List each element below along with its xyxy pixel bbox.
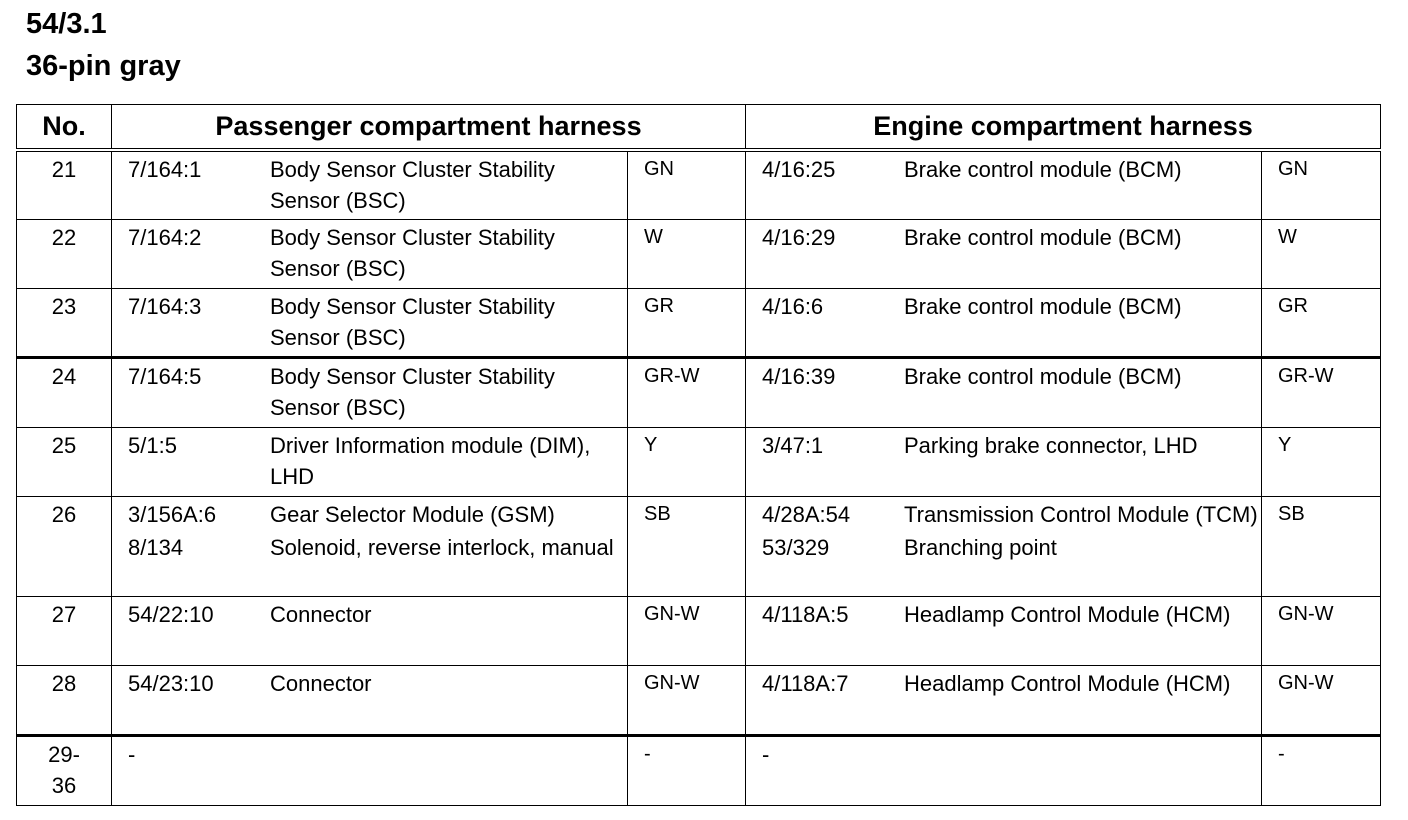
table-row [17, 289, 1381, 358]
component-description: Transmission Control Module (TCM) [904, 501, 1258, 527]
engine-harness-cell [746, 496, 1262, 596]
component-description: Connector [270, 602, 372, 628]
connector-reference: 8/134 [128, 534, 184, 560]
component-description: Headlamp Control Module (HCM) [904, 602, 1231, 628]
header-no: No. [17, 105, 112, 151]
connector-description: 36-pin gray [26, 50, 181, 82]
table-header-row [17, 105, 1381, 151]
connector-reference: 7/164:3 [128, 294, 202, 319]
table-row [17, 735, 1381, 805]
passenger-harness-cell [112, 150, 628, 219]
engine-harness-cell [746, 597, 1262, 666]
table-row [17, 666, 1381, 735]
passenger-harness-cell [112, 597, 628, 666]
engine-wire-color: GN [1262, 150, 1381, 219]
component-description: Connector [270, 671, 372, 697]
passenger-wire-color: GN-W [628, 666, 746, 735]
component-description: Brake control module (BCM) [904, 157, 1182, 182]
passenger-harness-cell [112, 666, 628, 735]
pin-number: 27 [17, 597, 112, 666]
connector-reference: 53/329 [762, 534, 830, 560]
component-description: Body Sensor Cluster Stability Sensor (BSC) [270, 224, 555, 281]
passenger-harness-cell [112, 496, 628, 596]
engine-harness-cell [746, 289, 1262, 358]
pinout-table [16, 104, 1381, 806]
connector-reference: 3/47:1 [762, 432, 824, 458]
pin-number: 28 [17, 666, 112, 735]
table-row [17, 219, 1381, 288]
component-description: Branching point [904, 534, 1057, 560]
component-description: Headlamp Control Module (HCM) [904, 671, 1231, 697]
component-description: Gear Selector Module (GSM) [270, 501, 555, 527]
engine-harness-cell [746, 735, 1262, 805]
component-description: Brake control module (BCM) [904, 294, 1182, 319]
passenger-wire-color: SB [628, 496, 746, 596]
engine-wire-color: Y [1262, 427, 1381, 496]
pin-number: 24 [17, 358, 112, 427]
connector-reference: 4/16:6 [762, 294, 824, 319]
connector-reference: 7/164:1 [128, 157, 202, 182]
engine-wire-color: SB [1262, 496, 1381, 596]
passenger-harness-cell [112, 219, 628, 288]
engine-wire-color: - [1262, 735, 1381, 805]
component-description: Solenoid, reverse interlock, manual [270, 534, 614, 560]
connector-reference: - [128, 741, 136, 767]
connector-reference: 4/118A:5 [762, 602, 849, 628]
component-description: Body Sensor Cluster Stability Sensor (BSC) [270, 157, 555, 213]
engine-harness-cell [746, 358, 1262, 427]
passenger-wire-color: - [628, 735, 746, 805]
pin-number: 23 [17, 289, 112, 358]
pin-number: 26 [17, 496, 112, 596]
engine-wire-color: GR-W [1262, 358, 1381, 427]
component-description [270, 739, 627, 770]
passenger-harness-cell [112, 735, 628, 805]
pin-number: 29-36 [17, 735, 112, 805]
passenger-harness-cell [112, 289, 628, 358]
component-description: Parking brake connector, LHD [904, 432, 1198, 458]
connector-reference: 54/22:10 [128, 602, 214, 628]
connector-reference: 7/164:5 [128, 364, 202, 390]
table-row [17, 150, 1381, 219]
engine-wire-color: GN-W [1262, 597, 1381, 666]
connector-reference: 4/16:39 [762, 364, 836, 390]
component-description: Body Sensor Cluster Stability Sensor (BSC) [270, 294, 555, 350]
table-row [17, 597, 1381, 666]
connector-reference: 5/1:5 [128, 432, 177, 458]
connector-reference: 54/23:10 [128, 671, 214, 697]
engine-harness-cell [746, 150, 1262, 219]
connector-id: 54/3.1 [26, 8, 107, 40]
engine-harness-cell [746, 219, 1262, 288]
table-row [17, 496, 1381, 596]
passenger-wire-color: GN [628, 150, 746, 219]
table-row [17, 427, 1381, 496]
passenger-harness-cell [112, 427, 628, 496]
engine-harness-cell [746, 427, 1262, 496]
passenger-wire-color: GR-W [628, 358, 746, 427]
engine-wire-color: W [1262, 219, 1381, 288]
header-engine: Engine compartment harness [746, 105, 1381, 151]
connector-reference: 3/156A:6 [128, 501, 217, 527]
pin-number: 22 [17, 219, 112, 288]
pin-number: 21 [17, 150, 112, 219]
component-description [904, 739, 1261, 770]
connector-reference: - [762, 741, 770, 767]
header-passenger: Passenger compartment harness [112, 105, 746, 151]
component-description: Driver Information module (DIM), LHD [270, 432, 591, 489]
connector-reference: 4/16:29 [762, 224, 836, 250]
engine-harness-cell [746, 666, 1262, 735]
pin-number: 25 [17, 427, 112, 496]
connector-reference: 4/118A:7 [762, 671, 849, 697]
passenger-wire-color: W [628, 219, 746, 288]
engine-wire-color: GN-W [1262, 666, 1381, 735]
engine-wire-color: GR [1262, 289, 1381, 358]
connector-reference: 4/28A:54 [762, 501, 851, 527]
connector-reference: 7/164:2 [128, 224, 202, 250]
component-description: Brake control module (BCM) [904, 364, 1182, 390]
table-row [17, 358, 1381, 427]
passenger-harness-cell [112, 358, 628, 427]
passenger-wire-color: Y [628, 427, 746, 496]
component-description: Body Sensor Cluster Stability Sensor (BSC) [270, 364, 555, 421]
component-description: Brake control module (BCM) [904, 224, 1182, 250]
passenger-wire-color: GR [628, 289, 746, 358]
passenger-wire-color: GN-W [628, 597, 746, 666]
connector-reference: 4/16:25 [762, 157, 836, 182]
